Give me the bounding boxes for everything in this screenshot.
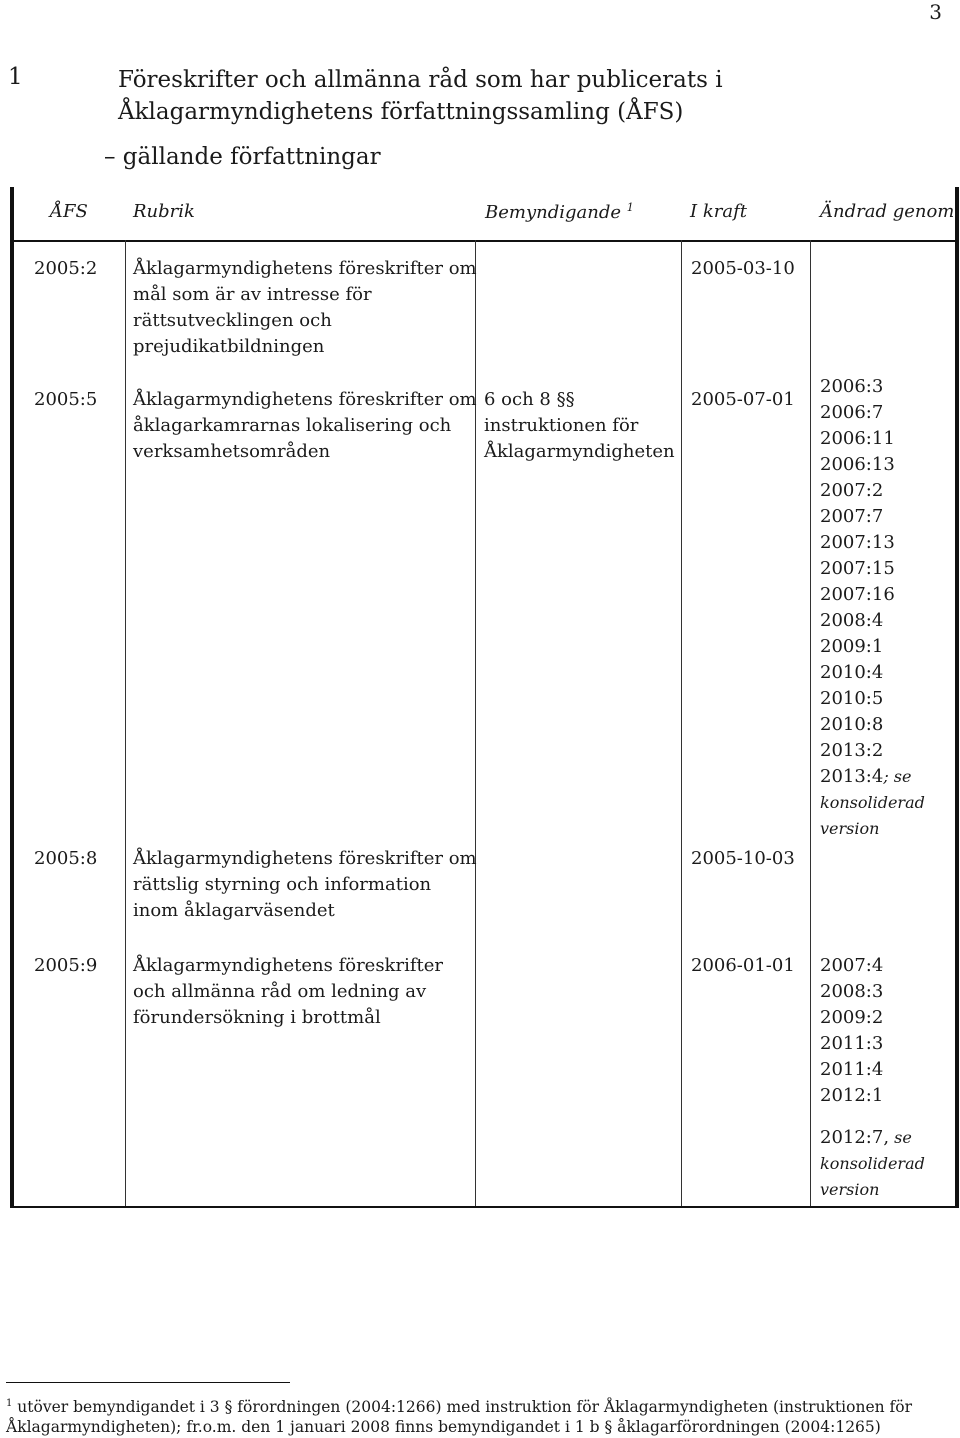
amendment: 2007:4 bbox=[820, 955, 884, 976]
row-afs: 2005:2 bbox=[34, 258, 98, 279]
table-header bbox=[14, 187, 955, 242]
amendment: 2006:13 bbox=[820, 454, 895, 475]
amendment: 2012:7, bbox=[820, 1127, 890, 1148]
amendment: 2006:11 bbox=[820, 428, 895, 449]
amendment: 2012:1 bbox=[820, 1085, 884, 1106]
column-divider bbox=[810, 240, 811, 1206]
column-divider bbox=[681, 240, 682, 1206]
header-bemyndigande bbox=[485, 201, 634, 223]
row-rubrik: Åklagarmyndighetens föreskrifter och allmänna råd om ledning av förundersökning i brottmål bbox=[133, 955, 443, 1028]
column-divider bbox=[475, 240, 476, 1206]
header-andrad: Ändrad genom bbox=[820, 201, 955, 222]
column-divider bbox=[125, 240, 126, 1206]
amendment: 2007:16 bbox=[820, 584, 895, 605]
spacer bbox=[820, 1109, 950, 1125]
amendment: 2013:4 bbox=[820, 766, 884, 787]
amendment: 2006:3 bbox=[820, 376, 884, 397]
row-andrad bbox=[820, 953, 950, 1203]
amendment: 2008:3 bbox=[820, 981, 884, 1002]
row-bemyndigande: 6 och 8 §§ instruktionen för Åklagarmyndigheten bbox=[484, 389, 675, 462]
header-afs: ÅFS bbox=[50, 201, 88, 222]
consolidated-note: se konsoliderad version bbox=[820, 1128, 925, 1199]
amendment: 2006:7 bbox=[820, 402, 884, 423]
row-ikraft: 2005-10-03 bbox=[691, 848, 795, 869]
page-subtitle: – gällande författningar bbox=[104, 144, 381, 170]
row-rubrik: Åklagarmyndighetens föreskrifter om rättslig styrning och information inom åklagarväsendet bbox=[133, 848, 477, 921]
consolidated-note: ; se konsoliderad version bbox=[820, 767, 925, 838]
amendment: 2013:2 bbox=[820, 740, 884, 761]
row-rubrik: Åklagarmyndighetens föreskrifter om mål som är av intresse för rättsutvecklingen och prejudikatbildningen bbox=[133, 258, 477, 357]
amendment: 2010:4 bbox=[820, 662, 884, 683]
footnote-ref: 1 bbox=[626, 201, 634, 214]
heading-number: 1 bbox=[8, 64, 23, 90]
amendment: 2007:2 bbox=[820, 480, 884, 501]
page-title bbox=[118, 64, 723, 128]
row-ikraft: 2005-07-01 bbox=[691, 389, 795, 410]
page-title-line2: Åklagarmyndighetens författningssamling (ÅFS) bbox=[118, 99, 684, 125]
amendment: 2011:3 bbox=[820, 1033, 884, 1054]
footnote-marker: 1 bbox=[6, 1398, 13, 1409]
regulations-table bbox=[10, 187, 959, 1208]
row-afs: 2005:9 bbox=[34, 955, 98, 976]
amendment: 2009:1 bbox=[820, 636, 884, 657]
amendment: 2009:2 bbox=[820, 1007, 884, 1028]
row-ikraft: 2005-03-10 bbox=[691, 258, 795, 279]
amendment: 2008:4 bbox=[820, 610, 884, 631]
footnote-rule bbox=[6, 1382, 290, 1383]
page-title-line1: Föreskrifter och allmänna råd som har publicerats i bbox=[118, 67, 723, 93]
amendment: 2011:4 bbox=[820, 1059, 884, 1080]
row-afs: 2005:5 bbox=[34, 389, 98, 410]
header-bemyndigande-label: Bemyndigande bbox=[485, 202, 622, 223]
amendment: 2007:15 bbox=[820, 558, 895, 579]
amendment: 2007:7 bbox=[820, 506, 884, 527]
footnote-text: utöver bemyndigandet i 3 § förordningen (2004:1266) med instruktion för Åklagarmyndigheten (instruktionen för Åklagarmyndigheten); fr.o.m. den 1 januari 2008 finns bemyndigandet i 1 b § åklagarförordningen (2004:1265) bbox=[6, 1398, 913, 1437]
amendment: 2010:5 bbox=[820, 688, 884, 709]
row-ikraft: 2006-01-01 bbox=[691, 955, 795, 976]
footnote bbox=[6, 1394, 951, 1437]
amendment: 2007:13 bbox=[820, 532, 895, 553]
row-rubrik: Åklagarmyndighetens föreskrifter om åklagarkamrarnas lokalisering och verksamhetsområden bbox=[133, 389, 477, 462]
row-andrad bbox=[820, 374, 950, 842]
amendment: 2010:8 bbox=[820, 714, 884, 735]
header-rubrik: Rubrik bbox=[133, 201, 195, 222]
header-ikraft: I kraft bbox=[690, 201, 747, 222]
page-number: 3 bbox=[929, 0, 942, 24]
row-afs: 2005:8 bbox=[34, 848, 98, 869]
